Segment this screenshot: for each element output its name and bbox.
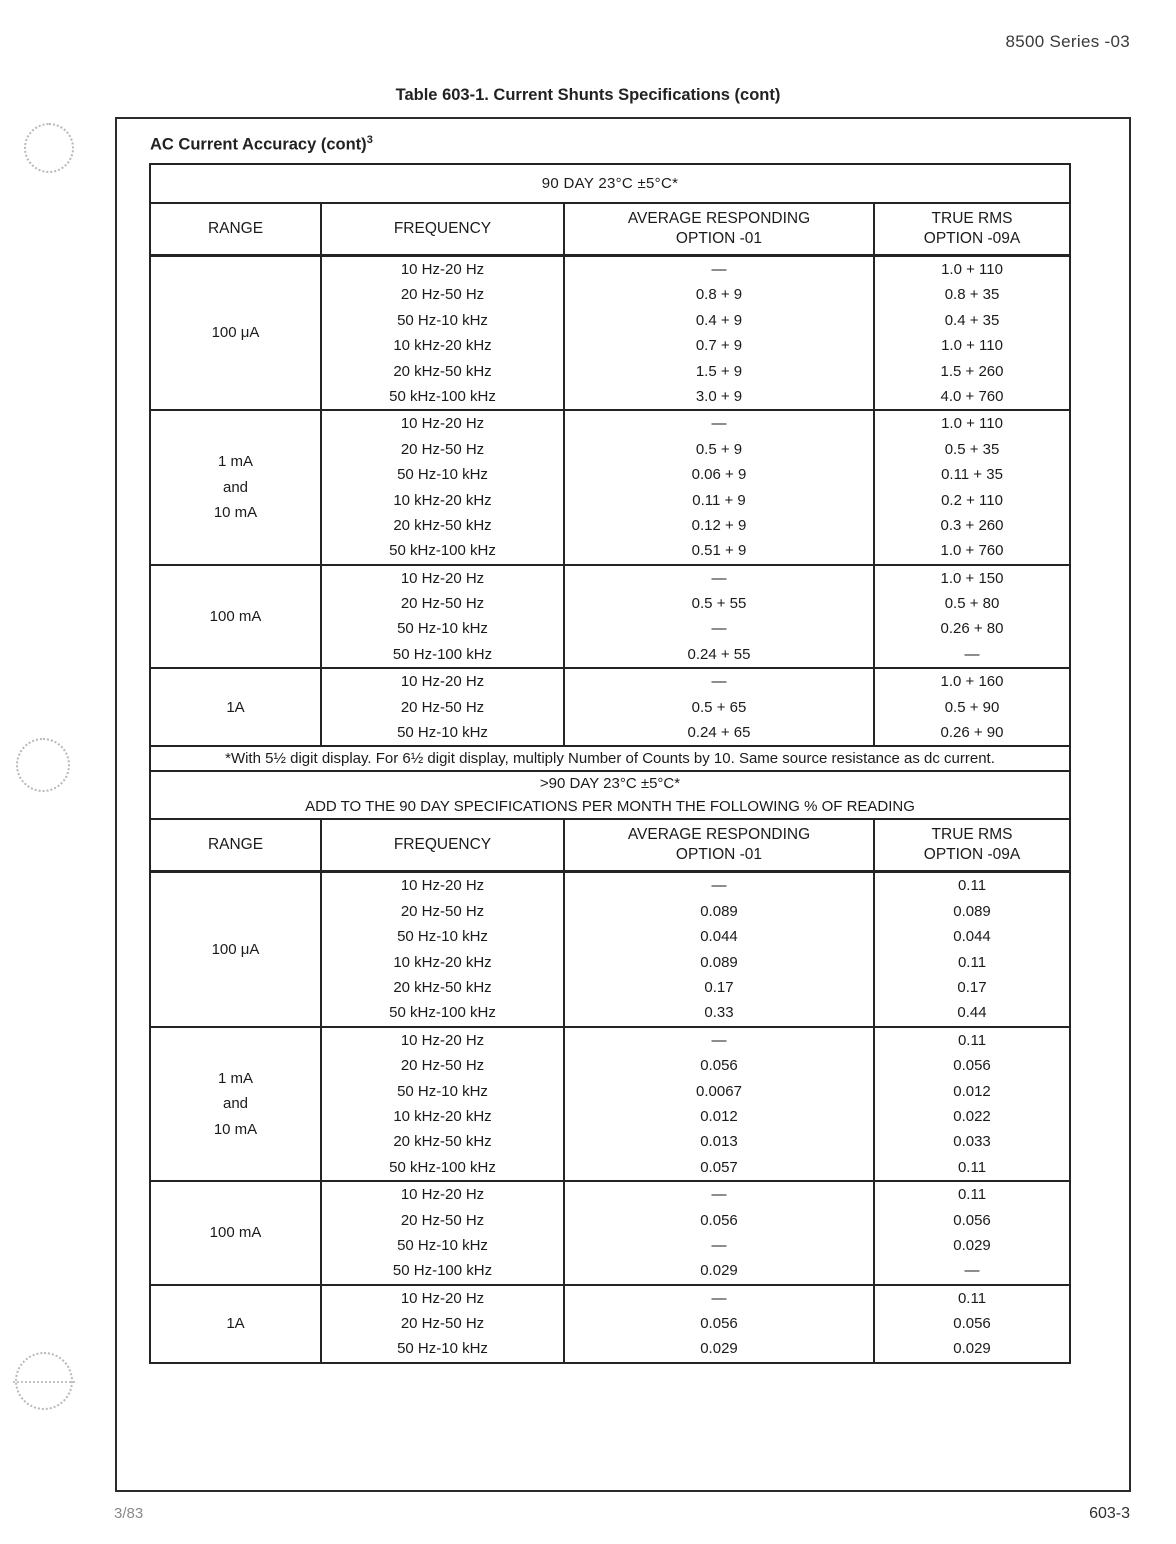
table-90day-title: 90 DAY 23°C ±5°C* [150, 164, 1070, 203]
frequency-value: 50 Hz-10 kHz [397, 620, 488, 638]
frequency-value: 50 kHz-100 kHz [389, 542, 496, 560]
frequency-value: 50 Hz-10 kHz [397, 724, 488, 742]
true-rms-value: 0.4 + 35 [944, 311, 1000, 329]
frequency-value: 10 Hz-20 Hz [400, 1289, 485, 1307]
range-cell [150, 1285, 321, 1363]
range-label: and [222, 1095, 249, 1113]
frequency-value: 10 kHz-20 kHz [393, 337, 492, 355]
frequency-cell [321, 256, 564, 411]
true-rms-value: 0.26 + 90 [940, 724, 1004, 742]
average-responding-value: — [711, 1031, 727, 1049]
range-block-row [150, 256, 1070, 411]
frequency-value: 10 kHz-20 kHz [393, 491, 492, 509]
range-label: 1A [226, 1315, 245, 1333]
page-border-box [115, 117, 1131, 1492]
average-responding-cell [564, 1181, 874, 1285]
true-rms-value: 0.089 [953, 902, 991, 920]
average-responding-value: 0.029 [700, 1262, 738, 1280]
frequency-cell [321, 668, 564, 746]
true-rms-value: 0.8 + 35 [944, 286, 1000, 304]
average-responding-cell [564, 565, 874, 669]
frequency-value: 50 kHz-100 kHz [389, 387, 496, 405]
average-responding-value: 0.11 + 9 [692, 491, 746, 509]
frequency-value: 10 kHz-20 kHz [393, 953, 492, 971]
average-responding-value: — [711, 1236, 727, 1254]
true-rms-value: 0.5 + 35 [944, 440, 1000, 458]
true-rms-value: 0.11 [957, 1031, 987, 1049]
punch-hole-mark [16, 738, 70, 792]
average-responding-value: 0.8 + 9 [695, 286, 743, 304]
true-rms-value: 0.5 + 90 [944, 698, 1000, 716]
true-rms-value: 0.5 + 80 [944, 595, 1000, 613]
true-rms-value: 0.056 [953, 1057, 991, 1075]
range-block-row [150, 872, 1070, 1027]
average-responding-value: 0.0067 [696, 1082, 742, 1100]
average-responding-value: 0.089 [700, 953, 738, 971]
column-header-frequency: FREQUENCY [321, 819, 564, 872]
true-rms-value: 0.26 + 80 [940, 620, 1004, 638]
true-rms-cell [874, 410, 1070, 564]
true-rms-value: 0.11 [957, 1289, 987, 1307]
true-rms-value: 1.0 + 760 [940, 542, 1004, 560]
true-rms-value: 0.044 [953, 928, 991, 946]
frequency-cell [321, 872, 564, 1027]
true-rms-cell [874, 1181, 1070, 1285]
true-rms-value: 0.056 [953, 1211, 991, 1229]
frequency-cell [321, 1285, 564, 1363]
column-header-true-rms [874, 819, 1070, 872]
frequency-value: 20 Hz-50 Hz [400, 1315, 485, 1333]
section-heading-text: AC Current Accuracy (cont) [150, 135, 367, 154]
range-cell [150, 872, 321, 1027]
range-block-row [150, 1181, 1070, 1285]
frequency-value: 20 Hz-50 Hz [400, 286, 485, 304]
range-block-row [150, 565, 1070, 669]
table-footnote: *With 5½ digit display. For 6½ digit display, multiply Number of Counts by 10. Same source resistance as dc current. [150, 746, 1070, 771]
true-rms-value: 1.0 + 150 [940, 569, 1004, 587]
table-gt90day-title [150, 771, 1070, 819]
average-responding-value: 0.5 + 65 [691, 698, 747, 716]
true-rms-cell [874, 1027, 1070, 1181]
section-heading-footnote-ref: 3 [366, 134, 373, 146]
average-responding-value: 0.056 [700, 1057, 738, 1075]
frequency-value: 50 kHz-100 kHz [389, 1158, 496, 1176]
true-rms-cell [874, 565, 1070, 669]
average-responding-value: 0.17 [704, 978, 734, 996]
frequency-cell [321, 410, 564, 564]
true-rms-value: — [964, 645, 980, 663]
average-responding-value: 0.24 + 65 [687, 724, 751, 742]
frequency-value: 50 Hz-10 kHz [397, 1340, 488, 1358]
frequency-value: 10 Hz-20 Hz [400, 569, 485, 587]
true-rms-value: 1.0 + 110 [941, 261, 1003, 278]
average-responding-value: — [711, 569, 727, 587]
table-90day-body [150, 256, 1070, 747]
average-responding-cell [564, 1027, 874, 1181]
average-responding-value: — [711, 1289, 727, 1307]
true-rms-cell [874, 1285, 1070, 1363]
frequency-value: 10 Hz-20 Hz [400, 877, 485, 895]
frequency-cell [321, 1181, 564, 1285]
true-rms-value: 0.022 [953, 1107, 991, 1125]
true-rms-cell [874, 256, 1070, 411]
frequency-value: 10 kHz-20 kHz [393, 1107, 492, 1125]
table-90day-header-row [150, 203, 1070, 256]
column-header-line: AVERAGE RESPONDING [627, 210, 811, 227]
true-rms-value: 1.0 + 110 [941, 337, 1003, 355]
frequency-value: 20 Hz-50 Hz [400, 902, 485, 920]
punch-hole-mark [15, 1352, 73, 1410]
frequency-value: 20 kHz-50 kHz [393, 978, 492, 996]
true-rms-value: 0.033 [953, 1133, 991, 1151]
average-responding-value: — [711, 620, 727, 638]
average-responding-value: 0.4 + 9 [695, 311, 743, 329]
average-responding-value: 0.5 + 9 [695, 440, 743, 458]
punch-hole-mark [24, 123, 74, 173]
average-responding-cell [564, 256, 874, 411]
current-shunts-spec-table [149, 163, 1071, 1364]
table-gt90day-body [150, 872, 1070, 1363]
true-rms-value: 0.056 [953, 1315, 991, 1333]
average-responding-cell [564, 668, 874, 746]
average-responding-cell [564, 1285, 874, 1363]
true-rms-value: — [964, 1262, 980, 1280]
column-header-average-responding [564, 819, 874, 872]
frequency-value: 10 Hz-20 Hz [400, 1031, 485, 1049]
average-responding-value: 0.056 [700, 1315, 738, 1333]
column-header-range: RANGE [150, 203, 321, 256]
table-90day-title-row [150, 164, 1070, 203]
true-rms-value: 4.0 + 760 [940, 387, 1004, 405]
frequency-cell [321, 565, 564, 669]
frequency-value: 20 kHz-50 kHz [393, 516, 492, 534]
range-label: 1A [226, 698, 245, 716]
range-label: 1 mA [217, 453, 253, 471]
average-responding-value: 0.057 [700, 1158, 738, 1176]
column-header-line: OPTION -01 [675, 230, 763, 247]
range-label: 10 mA [213, 504, 258, 522]
average-responding-value: — [711, 261, 727, 278]
page-title: Table 603-1. Current Shunts Specifications (cont) [395, 86, 781, 104]
average-responding-value: 0.012 [700, 1107, 738, 1125]
table-gt90day-title-row [150, 771, 1070, 819]
average-responding-value: 0.089 [700, 902, 738, 920]
range-cell [150, 565, 321, 669]
table-gt90day-header-row [150, 819, 1070, 872]
average-responding-value: 0.029 [700, 1340, 738, 1358]
frequency-value: 20 Hz-50 Hz [400, 698, 485, 716]
frequency-value: 50 Hz-10 kHz [397, 1236, 488, 1254]
average-responding-value: 0.51 + 9 [691, 542, 747, 560]
frequency-value: 10 Hz-20 Hz [400, 415, 485, 433]
true-rms-value: 0.11 [957, 877, 987, 895]
frequency-value: 50 Hz-100 kHz [392, 1262, 493, 1280]
true-rms-value: 1.5 + 260 [940, 362, 1004, 380]
frequency-value: 50 Hz-10 kHz [397, 311, 488, 329]
average-responding-value: — [711, 877, 727, 895]
table-gt90day-title-line2: ADD TO THE 90 DAY SPECIFICATIONS PER MONTH THE FOLLOWING % OF READING [305, 798, 915, 816]
frequency-value: 50 Hz-10 kHz [397, 928, 488, 946]
average-responding-cell [564, 410, 874, 564]
frequency-value: 50 Hz-100 kHz [392, 645, 493, 663]
column-header-average-responding [564, 203, 874, 256]
column-header-line: TRUE RMS [931, 826, 1013, 844]
average-responding-cell [564, 872, 874, 1027]
average-responding-value: 0.044 [700, 928, 738, 946]
true-rms-value: 0.11 [957, 1158, 987, 1176]
range-label: and [222, 478, 249, 496]
range-block-row [150, 1285, 1070, 1363]
range-label: 1 mA [217, 1069, 253, 1087]
frequency-value: 10 Hz-20 Hz [400, 1186, 485, 1204]
true-rms-value: 0.029 [953, 1236, 991, 1254]
table-gt90day-title-line1: >90 DAY 23°C ±5°C* [539, 775, 681, 793]
range-cell [150, 410, 321, 564]
range-label: 100 mA [209, 1224, 262, 1242]
frequency-value: 20 kHz-50 kHz [393, 1133, 492, 1151]
average-responding-value: 1.5 + 9 [695, 362, 743, 380]
frequency-value: 20 Hz-50 Hz [400, 440, 485, 458]
section-heading [150, 134, 373, 155]
range-block-row [150, 668, 1070, 746]
range-cell [150, 1027, 321, 1181]
frequency-value: 20 kHz-50 kHz [393, 362, 492, 380]
column-header-line: OPTION -01 [675, 846, 763, 864]
average-responding-value: 0.013 [700, 1133, 738, 1151]
average-responding-value: 0.24 + 55 [687, 645, 751, 663]
range-block-row [150, 410, 1070, 564]
frequency-value: 50 Hz-10 kHz [397, 466, 488, 484]
range-cell [150, 256, 321, 411]
true-rms-value: 0.2 + 110 [941, 491, 1003, 509]
average-responding-value: 3.0 + 9 [695, 387, 743, 405]
range-label: 100 μA [211, 324, 260, 342]
true-rms-value: 0.44 [957, 1004, 987, 1022]
average-responding-value: — [711, 415, 727, 433]
footnote-row [150, 746, 1070, 771]
average-responding-value: 0.33 [704, 1004, 734, 1022]
column-header-line: OPTION -09A [923, 846, 1021, 864]
true-rms-value: 0.11 [957, 953, 987, 971]
true-rms-value: 1.0 + 110 [941, 415, 1003, 433]
average-responding-value: 0.056 [700, 1211, 738, 1229]
frequency-value: 20 Hz-50 Hz [400, 595, 485, 613]
column-header-range: RANGE [150, 819, 321, 872]
range-cell [150, 1181, 321, 1285]
column-header-line: AVERAGE RESPONDING [627, 826, 811, 844]
true-rms-value: 1.0 + 160 [940, 673, 1004, 691]
true-rms-cell [874, 668, 1070, 746]
average-responding-value: — [711, 673, 727, 691]
range-label: 100 mA [209, 607, 262, 625]
frequency-value: 20 Hz-50 Hz [400, 1057, 485, 1075]
frequency-value: 50 Hz-10 kHz [397, 1082, 488, 1100]
range-block-row [150, 1027, 1070, 1181]
column-header-true-rms [874, 203, 1070, 256]
average-responding-value: 0.7 + 9 [695, 337, 743, 355]
column-header-line: TRUE RMS [931, 210, 1013, 227]
average-responding-value: 0.06 + 9 [691, 466, 747, 484]
footer-page-number: 603-3 [1089, 1505, 1130, 1522]
doc-code: 8500 Series -03 [1005, 32, 1130, 51]
average-responding-value: 0.12 + 9 [691, 516, 747, 534]
frequency-value: 50 kHz-100 kHz [389, 1004, 496, 1022]
true-rms-value: 0.11 + 35 [941, 466, 1003, 484]
true-rms-value: 0.3 + 260 [940, 516, 1004, 534]
footer-date: 3/83 [114, 1505, 144, 1522]
average-responding-value: — [711, 1186, 727, 1204]
true-rms-value: 0.012 [953, 1082, 991, 1100]
range-label: 100 μA [211, 940, 260, 958]
column-header-frequency: FREQUENCY [321, 203, 564, 256]
true-rms-cell [874, 872, 1070, 1027]
frequency-value: 10 Hz-20 Hz [400, 673, 485, 691]
true-rms-value: 0.11 [957, 1186, 987, 1204]
average-responding-value: 0.5 + 55 [691, 595, 747, 613]
frequency-value: 20 Hz-50 Hz [400, 1211, 485, 1229]
true-rms-value: 0.029 [953, 1340, 991, 1358]
range-cell [150, 668, 321, 746]
frequency-value: 10 Hz-20 Hz [400, 261, 485, 278]
frequency-cell [321, 1027, 564, 1181]
column-header-line: OPTION -09A [923, 230, 1021, 247]
range-label: 10 mA [213, 1120, 258, 1138]
true-rms-value: 0.17 [957, 978, 987, 996]
